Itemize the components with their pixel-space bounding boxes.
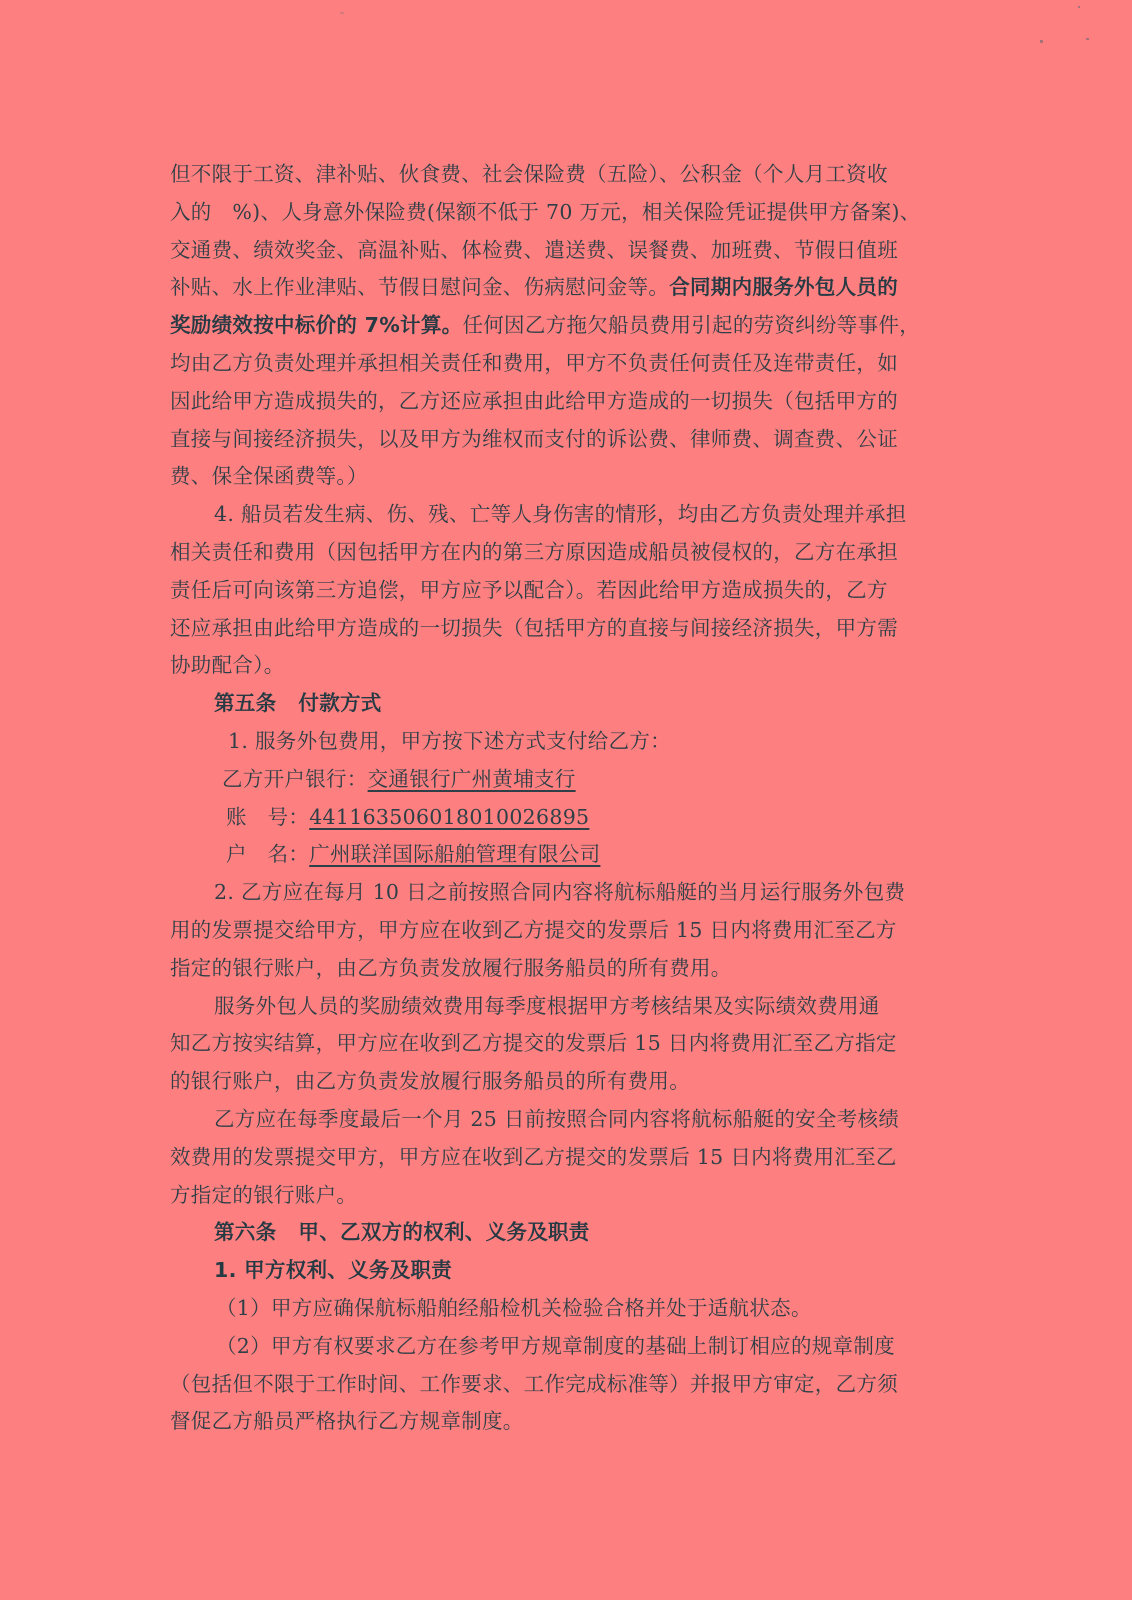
text-line: 入的 %)、人身意外保险费(保额不低于 70 万元，相关保险凭证提供甲方备案)、: [170, 199, 921, 224]
account-row: [170, 799, 960, 837]
text-line: 知乙方按实结算，甲方应在收到乙方提交的发票后 15 日内将费用汇至乙方指定: [170, 1031, 897, 1056]
text-bold: 奖励绩效按中标价的 7%计算。: [170, 313, 463, 338]
text-line: （1）甲方应确保航标船舶经船检机关检验合格并处于适航状态。: [216, 1295, 812, 1320]
scan-speck: [340, 12, 344, 14]
text-line: 均由乙方负责处理并承担相关责任和费用，甲方不负责任何责任及连带责任，如: [170, 350, 898, 375]
text-line: 因此给甲方造成损失的，乙方还应承担由此给甲方造成的一切损失（包括甲方的: [170, 388, 898, 413]
text-line: 但不限于工资、津补贴、伙食费、社会保险费（五险）、公积金（个人月工资收: [170, 162, 888, 186]
bank-label: 乙方开户银行：: [222, 766, 368, 791]
text-line: 还应承担由此给甲方造成的一切损失（包括甲方的直接与间接经济损失，甲方需: [170, 615, 898, 640]
text-line: （包括但不限于工作时间、工作要求、工作完成标准等）并报甲方审定，乙方须: [170, 1371, 898, 1396]
text-line: 相关责任和费用（因包括甲方在内的第三方原因造成船员被侵权的，乙方在承担: [170, 539, 898, 564]
text-line: 费、保全保函费等。）: [170, 464, 368, 489]
article-number: 第六条: [214, 1220, 277, 1245]
bank-row: [170, 761, 960, 799]
text-normal: 任何因乙方拖欠船员费用引起的劳资纠纷等事件，: [462, 313, 921, 338]
text-line: [170, 269, 960, 307]
article-5-heading: [170, 685, 960, 723]
text-normal: 补贴、水上作业津贴、节假日慰问金、伤病慰问金等。: [170, 275, 670, 300]
article-title: 付款方式: [298, 691, 382, 716]
text-line: （2）甲方有权要求乙方在参考甲方规章制度的基础上制订相应的规章制度: [216, 1333, 895, 1358]
account-value: 441163506018010026895: [309, 804, 590, 829]
text-line: 1. 服务外包费用，甲方按下述方式支付给乙方：: [228, 728, 671, 753]
text-line: 的银行账户，由乙方负责发放履行服务船员的所有费用。: [170, 1069, 690, 1094]
text-line: 直接与间接经济损失，以及甲方为维权而支付的诉讼费、律师费、调查费、公证: [170, 426, 898, 451]
text-line: 督促乙方船员严格执行乙方规章制度。: [170, 1409, 524, 1434]
account-name-value: 广州联洋国际船舶管理有限公司: [309, 842, 601, 867]
section-heading: 1. 甲方权利、义务及职责: [214, 1258, 453, 1283]
text-line: 乙方应在每季度最后一个月 25 日前按照合同内容将航标船艇的安全考核绩: [214, 1106, 900, 1131]
scan-speck: [1040, 40, 1043, 43]
text-line: 交通费、绩效奖金、高温补贴、体检费、遣送费、误餐费、加班费、节假日值班: [170, 237, 898, 262]
account-name-label: 户 名：: [226, 842, 310, 867]
article-6-heading: [170, 1214, 960, 1252]
scan-speck: [1086, 38, 1089, 40]
account-name-row: [170, 836, 960, 874]
scan-speck: [1078, 6, 1080, 8]
account-label: 账 号：: [226, 804, 310, 829]
article-number: 第五条: [214, 691, 277, 716]
text-line: [170, 307, 960, 345]
text-line: 效费用的发票提交甲方，甲方应在收到乙方提交的发票后 15 日内将费用汇至乙: [170, 1144, 897, 1169]
text-line: 责任后可向该第三方追偿，甲方应予以配合）。若因此给甲方造成损失的，乙方: [170, 577, 888, 602]
text-line: 方指定的银行账户。: [170, 1182, 358, 1207]
document-body: [170, 156, 960, 1441]
text-line: 用的发票提交给甲方，甲方应在收到乙方提交的发票后 15 日内将费用汇至乙方: [170, 917, 897, 942]
text-line: 服务外包人员的奖励绩效费用每季度根据甲方考核结果及实际绩效费用通: [214, 993, 880, 1018]
bank-value: 交通银行广州黄埔支行: [367, 766, 576, 791]
text-line: 协助配合）。: [170, 653, 285, 678]
text-line: 指定的银行账户，由乙方负责发放履行服务船员的所有费用。: [170, 955, 732, 980]
text-line: 2. 乙方应在每月 10 日之前按照合同内容将航标船艇的当月运行服务外包费: [214, 880, 906, 905]
article-title: 甲、乙双方的权利、义务及职责: [298, 1220, 590, 1245]
text-bold: 合同期内服务外包人员的: [669, 275, 899, 300]
text-line: 4. 船员若发生病、伤、残、亡等人身伤害的情形，均由乙方负责处理并承担: [214, 502, 907, 527]
